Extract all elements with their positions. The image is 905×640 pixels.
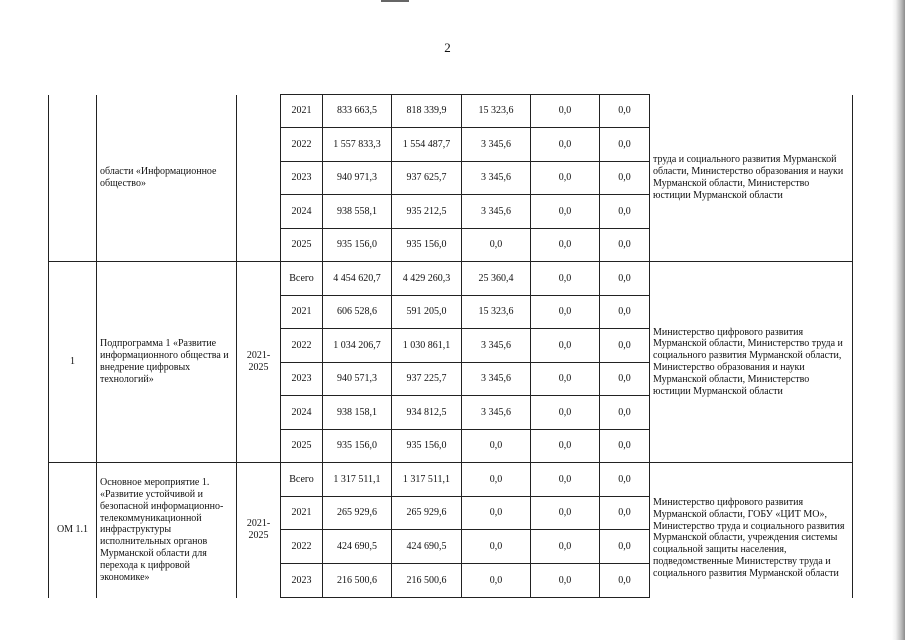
federal-cell: 0,0: [462, 463, 531, 497]
regional-cell: 935 156,0: [392, 229, 462, 262]
other-cell: 0,0: [600, 95, 650, 128]
executors-cell: Министерство цифрового развития Мурманской области, Министерство труда и социального развития Мурманской области, Министерство образования и науки Мурманской области, Министерство юстиции Мурманской области: [650, 262, 853, 463]
total-cell: 938 158,1: [323, 396, 392, 430]
total-cell: 1 557 833,3: [323, 128, 392, 162]
row-number-cell: ОМ 1.1: [49, 463, 97, 598]
total-cell: 424 690,5: [323, 530, 392, 564]
local-cell: 0,0: [531, 530, 600, 564]
row-number-cell: [49, 95, 97, 262]
local-cell: 0,0: [531, 363, 600, 396]
total-cell: 1 317 511,1: [323, 463, 392, 497]
year-cell: Всего: [281, 262, 323, 296]
local-cell: 0,0: [531, 162, 600, 195]
federal-cell: 0,0: [462, 497, 531, 530]
total-cell: 265 929,6: [323, 497, 392, 530]
federal-cell: 25 360,4: [462, 262, 531, 296]
regional-cell: 935 156,0: [392, 430, 462, 463]
federal-cell: 0,0: [462, 430, 531, 463]
table-row: [49, 262, 853, 296]
federal-cell: 3 345,6: [462, 195, 531, 229]
regional-cell: 591 205,0: [392, 296, 462, 329]
year-cell: 2021: [281, 95, 323, 128]
regional-cell: 937 625,7: [392, 162, 462, 195]
federal-cell: 3 345,6: [462, 329, 531, 363]
local-cell: 0,0: [531, 463, 600, 497]
regional-cell: 937 225,7: [392, 363, 462, 396]
year-cell: 2023: [281, 564, 323, 598]
other-cell: 0,0: [600, 195, 650, 229]
total-cell: 833 663,5: [323, 95, 392, 128]
regional-cell: 934 812,5: [392, 396, 462, 430]
year-cell: 2025: [281, 229, 323, 262]
other-cell: 0,0: [600, 128, 650, 162]
period-cell: [237, 95, 281, 262]
total-cell: 935 156,0: [323, 430, 392, 463]
period-cell: 2021-2025: [237, 463, 281, 598]
budget-table: [48, 94, 853, 598]
local-cell: 0,0: [531, 95, 600, 128]
local-cell: 0,0: [531, 262, 600, 296]
regional-cell: 1 554 487,7: [392, 128, 462, 162]
year-cell: 2024: [281, 195, 323, 229]
local-cell: 0,0: [531, 564, 600, 598]
period-cell: 2021-2025: [237, 262, 281, 463]
local-cell: 0,0: [531, 396, 600, 430]
local-cell: 0,0: [531, 329, 600, 363]
year-cell: 2022: [281, 128, 323, 162]
measure-name-cell: Основное мероприятие 1. «Развитие устойчивой и безопасной информационно-телекоммуникационной инфраструктуры исполнительных органов Мурманской области для перехода к цифровой экономике»: [97, 463, 237, 598]
local-cell: 0,0: [531, 497, 600, 530]
other-cell: 0,0: [600, 329, 650, 363]
year-cell: Всего: [281, 463, 323, 497]
regional-cell: 1 317 511,1: [392, 463, 462, 497]
executors-cell: труда и социального развития Мурманской области, Министерство образования и науки Мурманской области, Министерство юстиции Мурманской области: [650, 95, 853, 262]
federal-cell: 3 345,6: [462, 162, 531, 195]
other-cell: 0,0: [600, 463, 650, 497]
other-cell: 0,0: [600, 262, 650, 296]
row-number-cell: 1: [49, 262, 97, 463]
year-cell: 2023: [281, 363, 323, 396]
other-cell: 0,0: [600, 296, 650, 329]
total-cell: 938 558,1: [323, 195, 392, 229]
federal-cell: 15 323,6: [462, 296, 531, 329]
federal-cell: 3 345,6: [462, 363, 531, 396]
federal-cell: 0,0: [462, 530, 531, 564]
measure-name-cell: Подпрограмма 1 «Развитие информационного общества и внедрение цифровых технологий»: [97, 262, 237, 463]
other-cell: 0,0: [600, 229, 650, 262]
total-cell: 935 156,0: [323, 229, 392, 262]
table-row: [49, 95, 853, 128]
table-row: [49, 463, 853, 497]
year-cell: 2024: [281, 396, 323, 430]
scan-edge-shadow: [892, 0, 905, 640]
regional-cell: 424 690,5: [392, 530, 462, 564]
regional-cell: 4 429 260,3: [392, 262, 462, 296]
measure-name-cell: области «Информационное общество»: [97, 95, 237, 262]
page-number: 2: [444, 40, 451, 55]
total-cell: 1 034 206,7: [323, 329, 392, 363]
federal-cell: 0,0: [462, 229, 531, 262]
local-cell: 0,0: [531, 229, 600, 262]
other-cell: 0,0: [600, 530, 650, 564]
local-cell: 0,0: [531, 296, 600, 329]
year-cell: 2021: [281, 497, 323, 530]
other-cell: 0,0: [600, 396, 650, 430]
local-cell: 0,0: [531, 128, 600, 162]
executors-cell: Министерство цифрового развития Мурманской области, ГОБУ «ЦИТ МО», Министерство труда и социального развития Мурманской области, учреждения системы социальной защиты населения, подведомственные Министерству труда и социального развития Мурманской области: [650, 463, 853, 598]
federal-cell: 15 323,6: [462, 95, 531, 128]
other-cell: 0,0: [600, 497, 650, 530]
year-cell: 2025: [281, 430, 323, 463]
total-cell: 940 571,3: [323, 363, 392, 396]
federal-cell: 3 345,6: [462, 396, 531, 430]
total-cell: 216 500,6: [323, 564, 392, 598]
federal-cell: 0,0: [462, 564, 531, 598]
total-cell: 4 454 620,7: [323, 262, 392, 296]
regional-cell: 935 212,5: [392, 195, 462, 229]
year-cell: 2023: [281, 162, 323, 195]
regional-cell: 1 030 861,1: [392, 329, 462, 363]
local-cell: 0,0: [531, 430, 600, 463]
other-cell: 0,0: [600, 564, 650, 598]
total-cell: 940 971,3: [323, 162, 392, 195]
regional-cell: 216 500,6: [392, 564, 462, 598]
regional-cell: 265 929,6: [392, 497, 462, 530]
other-cell: 0,0: [600, 162, 650, 195]
other-cell: 0,0: [600, 363, 650, 396]
scan-mark: [381, 0, 409, 2]
federal-cell: 3 345,6: [462, 128, 531, 162]
year-cell: 2022: [281, 530, 323, 564]
other-cell: 0,0: [600, 430, 650, 463]
regional-cell: 818 339,9: [392, 95, 462, 128]
local-cell: 0,0: [531, 195, 600, 229]
year-cell: 2021: [281, 296, 323, 329]
total-cell: 606 528,6: [323, 296, 392, 329]
year-cell: 2022: [281, 329, 323, 363]
